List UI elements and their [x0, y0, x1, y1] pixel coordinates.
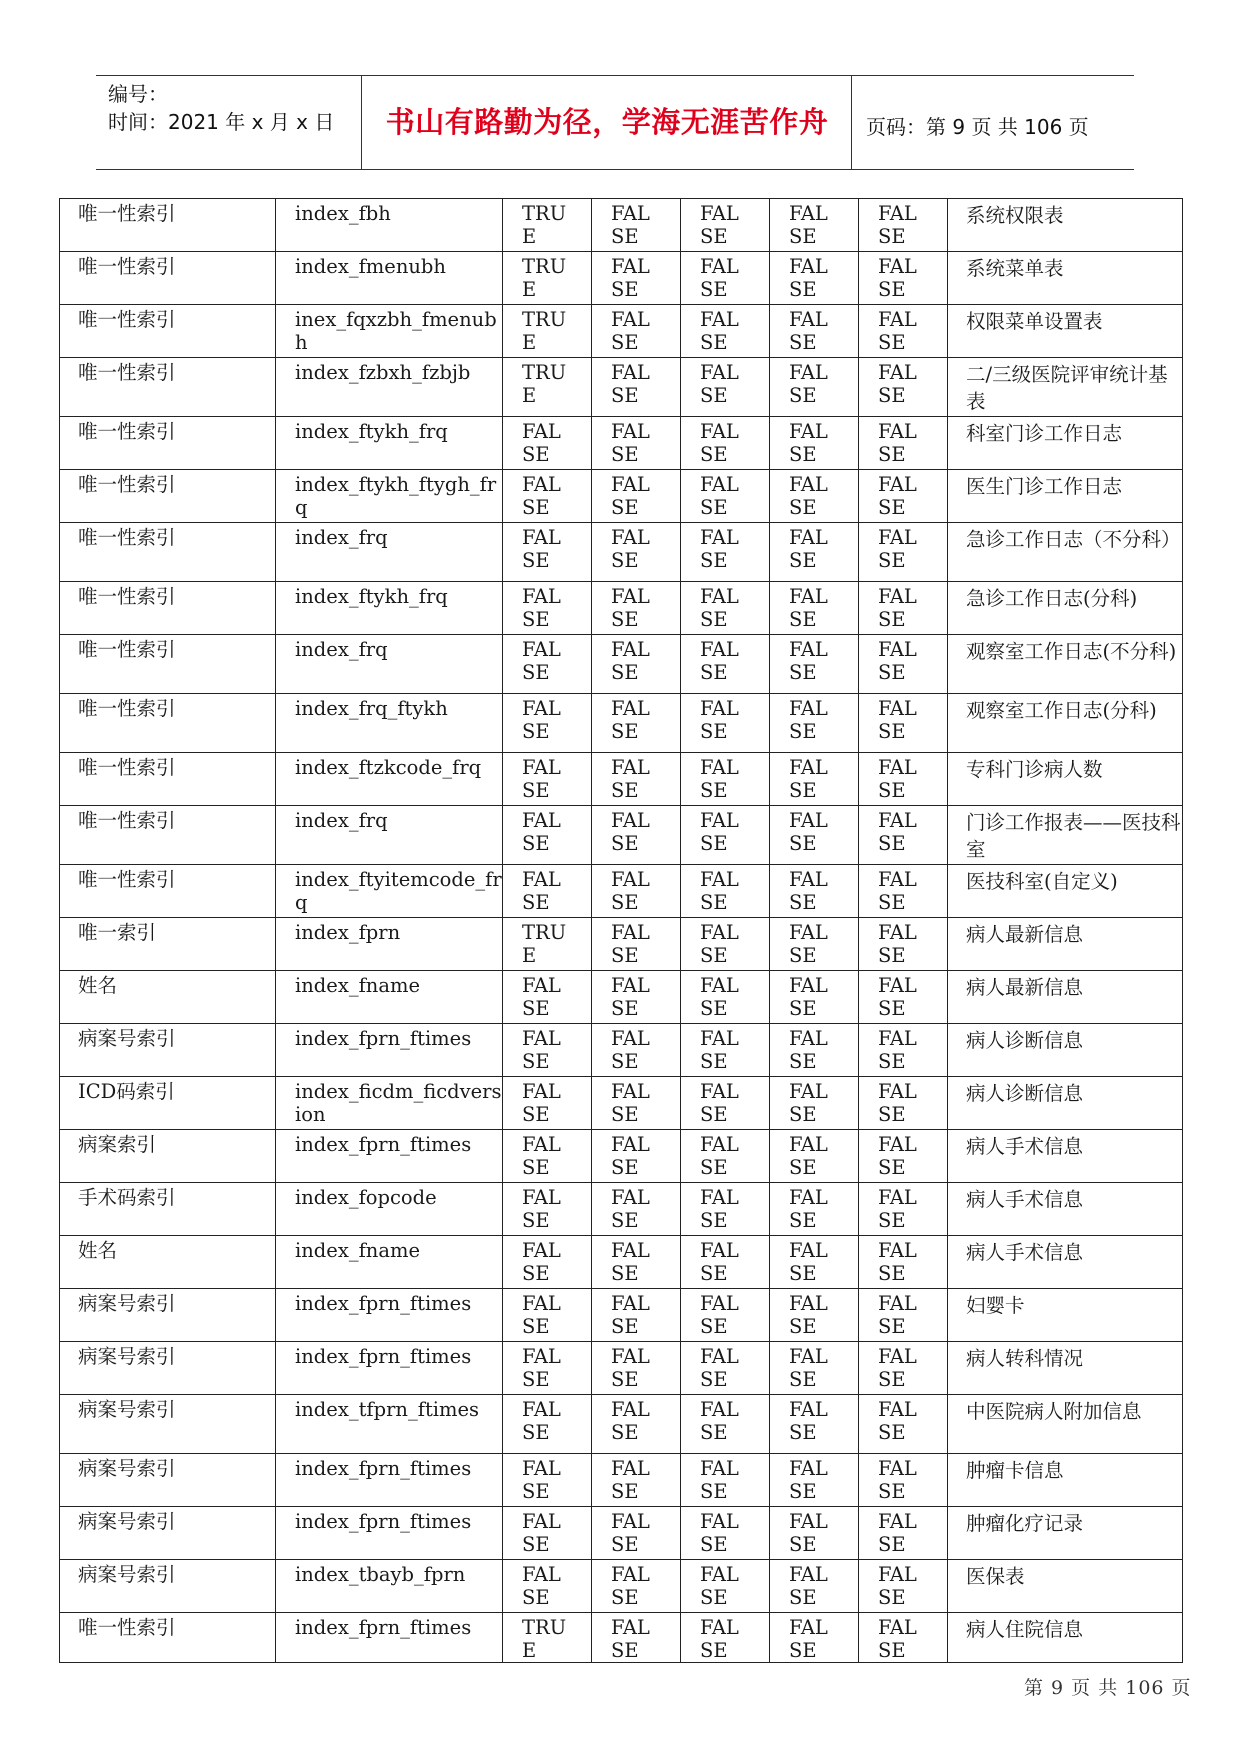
flag-cell-4: FAL SE — [770, 470, 859, 523]
index-name-cell: index_frq_ftykh — [276, 694, 503, 753]
flag-cell-3: FAL SE — [681, 417, 770, 470]
index-type-cell: 唯一性索引 — [60, 305, 276, 358]
index-name-cell: index_ficdm_ficdversion — [276, 1077, 503, 1130]
index-type-cell: 唯一性索引 — [60, 252, 276, 305]
table-row — [60, 1395, 1183, 1454]
header-page-number: 页码：第 9 页 共 106 页 — [866, 115, 1089, 139]
index-name-cell: index_ftykh_frq — [276, 417, 503, 470]
table-row — [60, 1507, 1183, 1560]
table-row — [60, 417, 1183, 470]
index-type-cell: 唯一性索引 — [60, 523, 276, 582]
header-motto: 书山有路勤为径，学海无涯苦作舟 — [385, 105, 829, 139]
flag-cell-1: FAL SE — [503, 1024, 592, 1077]
flag-cell-1: FAL SE — [503, 1077, 592, 1130]
index-type-cell: 唯一索引 — [60, 918, 276, 971]
flag-cell-3: FAL SE — [681, 252, 770, 305]
table-row — [60, 1342, 1183, 1395]
flag-cell-1: FAL SE — [503, 806, 592, 865]
table-row — [60, 470, 1183, 523]
flag-cell-5: FAL SE — [859, 806, 948, 865]
flag-cell-1: FAL SE — [503, 1395, 592, 1454]
index-name-cell: index_fprn — [276, 918, 503, 971]
flag-cell-3: FAL SE — [681, 806, 770, 865]
flag-cell-1: FAL SE — [503, 582, 592, 635]
flag-cell-2: FAL SE — [592, 806, 681, 865]
flag-cell-5: FAL SE — [859, 753, 948, 806]
flag-cell-5: FAL SE — [859, 1454, 948, 1507]
table-description-cell: 医技科室(自定义) — [948, 865, 1183, 918]
flag-cell-5: FAL SE — [859, 1024, 948, 1077]
flag-cell-5: FAL SE — [859, 1130, 948, 1183]
index-name-cell: index_fprn_ftimes — [276, 1507, 503, 1560]
flag-cell-4: FAL SE — [770, 1560, 859, 1613]
table-description-cell: 二/三级医院评审统计基表 — [948, 358, 1183, 417]
index-name-cell: inex_fqxzbh_fmenubh — [276, 305, 503, 358]
flag-cell-2: FAL SE — [592, 252, 681, 305]
index-table-body — [60, 199, 1183, 1663]
flag-cell-4: FAL SE — [770, 753, 859, 806]
flag-cell-3: FAL SE — [681, 358, 770, 417]
flag-cell-2: FAL SE — [592, 1289, 681, 1342]
table-row — [60, 1024, 1183, 1077]
table-row — [60, 1613, 1183, 1663]
flag-cell-4: FAL SE — [770, 252, 859, 305]
table-description-cell: 门诊工作报表——医技科室 — [948, 806, 1183, 865]
index-type-cell: 唯一性索引 — [60, 694, 276, 753]
flag-cell-2: FAL SE — [592, 417, 681, 470]
flag-cell-4: FAL SE — [770, 971, 859, 1024]
table-row — [60, 1077, 1183, 1130]
flag-cell-2: FAL SE — [592, 694, 681, 753]
flag-cell-3: FAL SE — [681, 1342, 770, 1395]
flag-cell-5: FAL SE — [859, 582, 948, 635]
index-name-cell: index_frq — [276, 635, 503, 694]
flag-cell-5: FAL SE — [859, 1342, 948, 1395]
flag-cell-5: FAL SE — [859, 1236, 948, 1289]
table-description-cell: 病人住院信息 — [948, 1613, 1183, 1663]
flag-cell-2: FAL SE — [592, 635, 681, 694]
flag-cell-2: FAL SE — [592, 1507, 681, 1560]
flag-cell-1: FAL SE — [503, 417, 592, 470]
index-type-cell: 病案号索引 — [60, 1454, 276, 1507]
index-type-cell: 病案号索引 — [60, 1289, 276, 1342]
flag-cell-4: FAL SE — [770, 1395, 859, 1454]
flag-cell-2: FAL SE — [592, 1024, 681, 1077]
flag-cell-4: FAL SE — [770, 1130, 859, 1183]
index-name-cell: index_tfprn_ftimes — [276, 1395, 503, 1454]
flag-cell-3: FAL SE — [681, 1130, 770, 1183]
flag-cell-4: FAL SE — [770, 918, 859, 971]
flag-cell-1: TRU E — [503, 252, 592, 305]
flag-cell-2: FAL SE — [592, 865, 681, 918]
flag-cell-5: FAL SE — [859, 694, 948, 753]
table-row — [60, 252, 1183, 305]
table-description-cell: 中医院病人附加信息 — [948, 1395, 1183, 1454]
document-time-label: 时间：2021 年 x 月 x 日 — [108, 110, 335, 134]
flag-cell-5: FAL SE — [859, 971, 948, 1024]
flag-cell-4: FAL SE — [770, 1077, 859, 1130]
flag-cell-1: FAL SE — [503, 694, 592, 753]
index-type-cell: 唯一性索引 — [60, 199, 276, 252]
flag-cell-3: FAL SE — [681, 1236, 770, 1289]
flag-cell-2: FAL SE — [592, 1613, 681, 1663]
index-type-cell: 病案号索引 — [60, 1342, 276, 1395]
flag-cell-4: FAL SE — [770, 417, 859, 470]
flag-cell-1: TRU E — [503, 358, 592, 417]
table-row — [60, 523, 1183, 582]
flag-cell-3: FAL SE — [681, 1289, 770, 1342]
index-name-cell: index_ftzkcode_frq — [276, 753, 503, 806]
table-row — [60, 1236, 1183, 1289]
flag-cell-2: FAL SE — [592, 1560, 681, 1613]
flag-cell-4: FAL SE — [770, 1454, 859, 1507]
index-name-cell: index_fzbxh_fzbjb — [276, 358, 503, 417]
flag-cell-5: FAL SE — [859, 635, 948, 694]
flag-cell-4: FAL SE — [770, 523, 859, 582]
flag-cell-5: FAL SE — [859, 305, 948, 358]
table-row — [60, 753, 1183, 806]
table-row — [60, 806, 1183, 865]
flag-cell-2: FAL SE — [592, 305, 681, 358]
flag-cell-1: FAL SE — [503, 753, 592, 806]
flag-cell-3: FAL SE — [681, 582, 770, 635]
flag-cell-1: FAL SE — [503, 470, 592, 523]
flag-cell-4: FAL SE — [770, 305, 859, 358]
flag-cell-5: FAL SE — [859, 417, 948, 470]
table-description-cell: 病人诊断信息 — [948, 1024, 1183, 1077]
index-type-cell: 唯一性索引 — [60, 806, 276, 865]
table-description-cell: 病人转科情况 — [948, 1342, 1183, 1395]
index-name-cell: index_tbayb_fprn — [276, 1560, 503, 1613]
flag-cell-1: FAL SE — [503, 635, 592, 694]
index-name-cell: index_fopcode — [276, 1183, 503, 1236]
index-type-cell: 病案号索引 — [60, 1395, 276, 1454]
flag-cell-3: FAL SE — [681, 1077, 770, 1130]
flag-cell-5: FAL SE — [859, 470, 948, 523]
flag-cell-2: FAL SE — [592, 753, 681, 806]
flag-cell-4: FAL SE — [770, 806, 859, 865]
index-type-cell: 唯一性索引 — [60, 470, 276, 523]
table-row — [60, 694, 1183, 753]
table-description-cell: 急诊工作日志(分科) — [948, 582, 1183, 635]
flag-cell-4: FAL SE — [770, 1024, 859, 1077]
index-type-cell: 唯一性索引 — [60, 1613, 276, 1663]
table-row — [60, 305, 1183, 358]
flag-cell-1: TRU E — [503, 918, 592, 971]
flag-cell-1: FAL SE — [503, 1236, 592, 1289]
flag-cell-2: FAL SE — [592, 1183, 681, 1236]
flag-cell-5: FAL SE — [859, 199, 948, 252]
table-description-cell: 病人手术信息 — [948, 1183, 1183, 1236]
table-row — [60, 1560, 1183, 1613]
flag-cell-1: FAL SE — [503, 1130, 592, 1183]
table-row — [60, 865, 1183, 918]
flag-cell-2: FAL SE — [592, 918, 681, 971]
table-row — [60, 918, 1183, 971]
table-description-cell: 权限菜单设置表 — [948, 305, 1183, 358]
index-name-cell: index_frq — [276, 806, 503, 865]
table-description-cell: 观察室工作日志(不分科) — [948, 635, 1183, 694]
flag-cell-3: FAL SE — [681, 1507, 770, 1560]
flag-cell-4: FAL SE — [770, 582, 859, 635]
table-description-cell: 病人最新信息 — [948, 918, 1183, 971]
flag-cell-1: FAL SE — [503, 1183, 592, 1236]
table-description-cell: 专科门诊病人数 — [948, 753, 1183, 806]
flag-cell-1: FAL SE — [503, 865, 592, 918]
flag-cell-1: TRU E — [503, 305, 592, 358]
flag-cell-5: FAL SE — [859, 1613, 948, 1663]
flag-cell-5: FAL SE — [859, 1183, 948, 1236]
flag-cell-5: FAL SE — [859, 1289, 948, 1342]
flag-cell-4: FAL SE — [770, 865, 859, 918]
flag-cell-4: FAL SE — [770, 1183, 859, 1236]
flag-cell-1: FAL SE — [503, 1560, 592, 1613]
table-description-cell: 医保表 — [948, 1560, 1183, 1613]
flag-cell-5: FAL SE — [859, 918, 948, 971]
header-bottom-rule — [96, 169, 1134, 170]
flag-cell-4: FAL SE — [770, 694, 859, 753]
flag-cell-3: FAL SE — [681, 635, 770, 694]
document-number-label: 编号： — [108, 82, 168, 106]
table-row — [60, 358, 1183, 417]
flag-cell-5: FAL SE — [859, 865, 948, 918]
table-row — [60, 1289, 1183, 1342]
flag-cell-4: FAL SE — [770, 1289, 859, 1342]
flag-cell-4: FAL SE — [770, 1342, 859, 1395]
flag-cell-3: FAL SE — [681, 1454, 770, 1507]
flag-cell-3: FAL SE — [681, 470, 770, 523]
flag-cell-1: FAL SE — [503, 1454, 592, 1507]
page-footer: 第 9 页 共 106 页 — [1024, 1677, 1192, 1699]
flag-cell-5: FAL SE — [859, 1077, 948, 1130]
flag-cell-5: FAL SE — [859, 358, 948, 417]
index-type-cell: 唯一性索引 — [60, 865, 276, 918]
table-description-cell: 医生门诊工作日志 — [948, 470, 1183, 523]
index-type-cell: 姓名 — [60, 1236, 276, 1289]
header-meta — [108, 80, 334, 136]
table-description-cell: 病人诊断信息 — [948, 1077, 1183, 1130]
flag-cell-2: FAL SE — [592, 1395, 681, 1454]
flag-cell-5: FAL SE — [859, 1395, 948, 1454]
header-top-rule — [96, 75, 1134, 76]
index-name-cell: index_ftykh_frq — [276, 582, 503, 635]
flag-cell-1: FAL SE — [503, 1342, 592, 1395]
index-type-cell: 唯一性索引 — [60, 753, 276, 806]
flag-cell-3: FAL SE — [681, 1183, 770, 1236]
flag-cell-3: FAL SE — [681, 1560, 770, 1613]
index-type-cell: 唯一性索引 — [60, 417, 276, 470]
flag-cell-2: FAL SE — [592, 1130, 681, 1183]
index-type-cell: 唯一性索引 — [60, 635, 276, 694]
flag-cell-4: FAL SE — [770, 199, 859, 252]
flag-cell-2: FAL SE — [592, 1342, 681, 1395]
index-name-cell: index_fprn_ftimes — [276, 1454, 503, 1507]
flag-cell-5: FAL SE — [859, 1560, 948, 1613]
index-type-cell: 唯一性索引 — [60, 358, 276, 417]
index-name-cell: index_fbh — [276, 199, 503, 252]
flag-cell-3: FAL SE — [681, 199, 770, 252]
flag-cell-1: TRU E — [503, 199, 592, 252]
table-row — [60, 635, 1183, 694]
table-description-cell: 肿瘤化疗记录 — [948, 1507, 1183, 1560]
table-row — [60, 582, 1183, 635]
index-name-cell: index_fmenubh — [276, 252, 503, 305]
flag-cell-3: FAL SE — [681, 523, 770, 582]
flag-cell-5: FAL SE — [859, 252, 948, 305]
table-description-cell: 急诊工作日志（不分科） — [948, 523, 1183, 582]
index-type-cell: 病案号索引 — [60, 1024, 276, 1077]
flag-cell-5: FAL SE — [859, 523, 948, 582]
flag-cell-3: FAL SE — [681, 918, 770, 971]
table-description-cell: 肿瘤卡信息 — [948, 1454, 1183, 1507]
table-row — [60, 1454, 1183, 1507]
index-name-cell: index_frq — [276, 523, 503, 582]
flag-cell-3: FAL SE — [681, 865, 770, 918]
index-name-cell: index_fprn_ftimes — [276, 1613, 503, 1663]
flag-cell-4: FAL SE — [770, 1236, 859, 1289]
flag-cell-2: FAL SE — [592, 358, 681, 417]
index-name-cell: index_fname — [276, 1236, 503, 1289]
table-description-cell: 科室门诊工作日志 — [948, 417, 1183, 470]
flag-cell-3: FAL SE — [681, 305, 770, 358]
index-type-cell: 手术码索引 — [60, 1183, 276, 1236]
index-table — [59, 198, 1183, 1663]
index-type-cell: ICD码索引 — [60, 1077, 276, 1130]
index-type-cell: 唯一性索引 — [60, 582, 276, 635]
table-description-cell: 系统菜单表 — [948, 252, 1183, 305]
index-name-cell: index_ftyitemcode_frq — [276, 865, 503, 918]
flag-cell-4: FAL SE — [770, 1613, 859, 1663]
index-type-cell: 病案号索引 — [60, 1507, 276, 1560]
index-name-cell: index_fname — [276, 971, 503, 1024]
flag-cell-3: FAL SE — [681, 694, 770, 753]
table-description-cell: 病人最新信息 — [948, 971, 1183, 1024]
flag-cell-4: FAL SE — [770, 358, 859, 417]
flag-cell-1: FAL SE — [503, 971, 592, 1024]
flag-cell-2: FAL SE — [592, 470, 681, 523]
index-name-cell: index_fprn_ftimes — [276, 1130, 503, 1183]
flag-cell-2: FAL SE — [592, 1454, 681, 1507]
flag-cell-3: FAL SE — [681, 1024, 770, 1077]
table-description-cell: 妇婴卡 — [948, 1289, 1183, 1342]
flag-cell-2: FAL SE — [592, 1077, 681, 1130]
flag-cell-3: FAL SE — [681, 971, 770, 1024]
flag-cell-1: FAL SE — [503, 1289, 592, 1342]
index-type-cell: 病案号索引 — [60, 1560, 276, 1613]
flag-cell-2: FAL SE — [592, 1236, 681, 1289]
table-description-cell: 系统权限表 — [948, 199, 1183, 252]
index-name-cell: index_fprn_ftimes — [276, 1342, 503, 1395]
index-type-cell: 姓名 — [60, 971, 276, 1024]
table-row — [60, 971, 1183, 1024]
flag-cell-4: FAL SE — [770, 1507, 859, 1560]
index-name-cell: index_fprn_ftimes — [276, 1289, 503, 1342]
table-description-cell: 病人手术信息 — [948, 1130, 1183, 1183]
flag-cell-3: FAL SE — [681, 1395, 770, 1454]
table-row — [60, 1183, 1183, 1236]
flag-cell-2: FAL SE — [592, 199, 681, 252]
flag-cell-2: FAL SE — [592, 582, 681, 635]
flag-cell-3: FAL SE — [681, 1613, 770, 1663]
index-name-cell: index_fprn_ftimes — [276, 1024, 503, 1077]
flag-cell-3: FAL SE — [681, 753, 770, 806]
flag-cell-1: TRU E — [503, 1613, 592, 1663]
flag-cell-2: FAL SE — [592, 523, 681, 582]
table-description-cell: 病人手术信息 — [948, 1236, 1183, 1289]
flag-cell-1: FAL SE — [503, 523, 592, 582]
flag-cell-5: FAL SE — [859, 1507, 948, 1560]
table-description-cell: 观察室工作日志(分科) — [948, 694, 1183, 753]
index-type-cell: 病案索引 — [60, 1130, 276, 1183]
flag-cell-2: FAL SE — [592, 971, 681, 1024]
table-row — [60, 1130, 1183, 1183]
table-row — [60, 199, 1183, 252]
flag-cell-4: FAL SE — [770, 635, 859, 694]
index-name-cell: index_ftykh_ftygh_frq — [276, 470, 503, 523]
flag-cell-1: FAL SE — [503, 1507, 592, 1560]
